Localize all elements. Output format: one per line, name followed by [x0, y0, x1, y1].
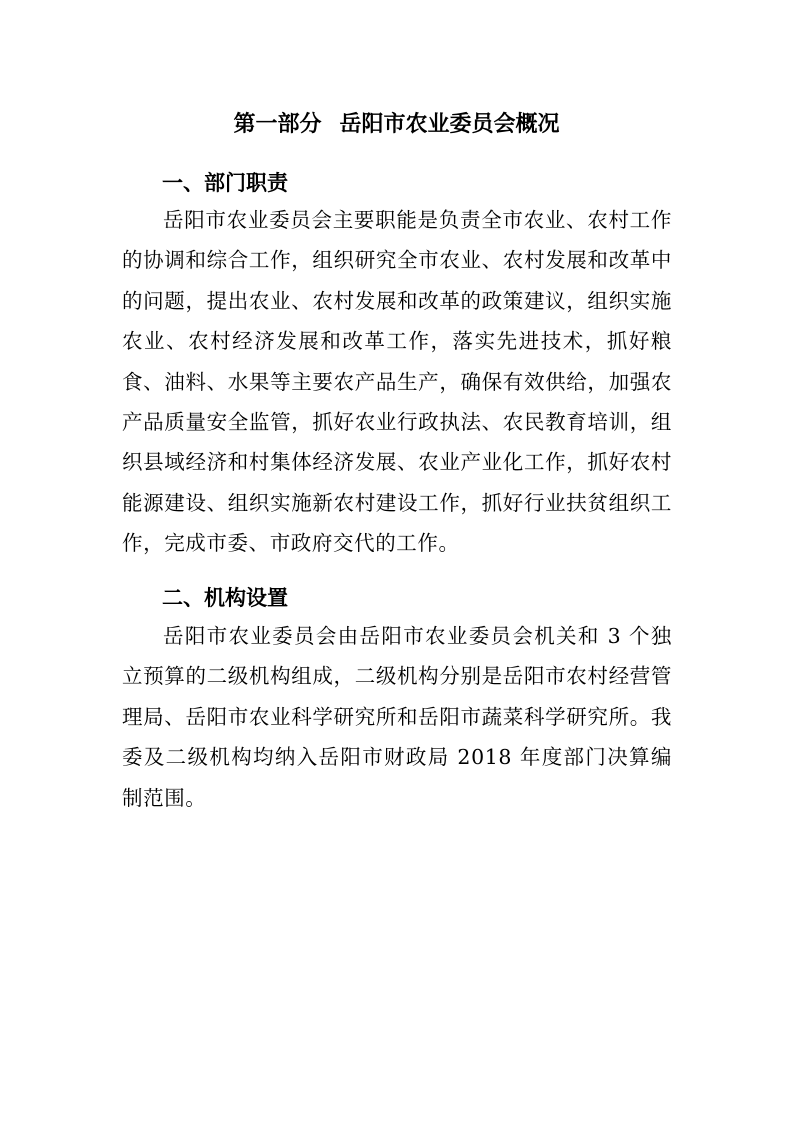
duties-paragraph: 岳阳市农业委员会主要职能是负责全市农业、农村工作的协调和综合工作，组织研究全市农业、农村发展和改革中的问题，提出农业、农村发展和改革的政策建议，组织实施农业、农村经济发展和改革工作，落实先进技术，抓好粮食、油料、水果等主要农产品生产，确保有效供给，加强农产品质量安全监管，抓好农业行政执法、农民教育培训，组织县域经济和村集体经济发展、农业产业化工作，抓好农村能源建设、组织实施新农村建设工作，抓好行业扶贫组织工作，完成市委、市政府交代的工作。 [122, 208, 672, 556]
page-title [0, 108, 793, 142]
section-heading-organization: 二、机构设置 [162, 586, 288, 610]
organization-paragraph: 岳阳市农业委员会由岳阳市农业委员会机关和 3 个独立预算的二级机构组成，二级机构分别是岳阳市农村经营管理局、岳阳市农业科学研究所和岳阳市蔬菜科学研究所。我委及二级机构均纳入岳阳市财政局 2018 年度部门决算编制范围。 [122, 624, 672, 810]
title-main: 岳阳市农业委员会概况 [339, 112, 560, 137]
section-heading-duties: 一、部门职责 [162, 171, 288, 195]
title-part: 第一部分 [233, 112, 322, 137]
